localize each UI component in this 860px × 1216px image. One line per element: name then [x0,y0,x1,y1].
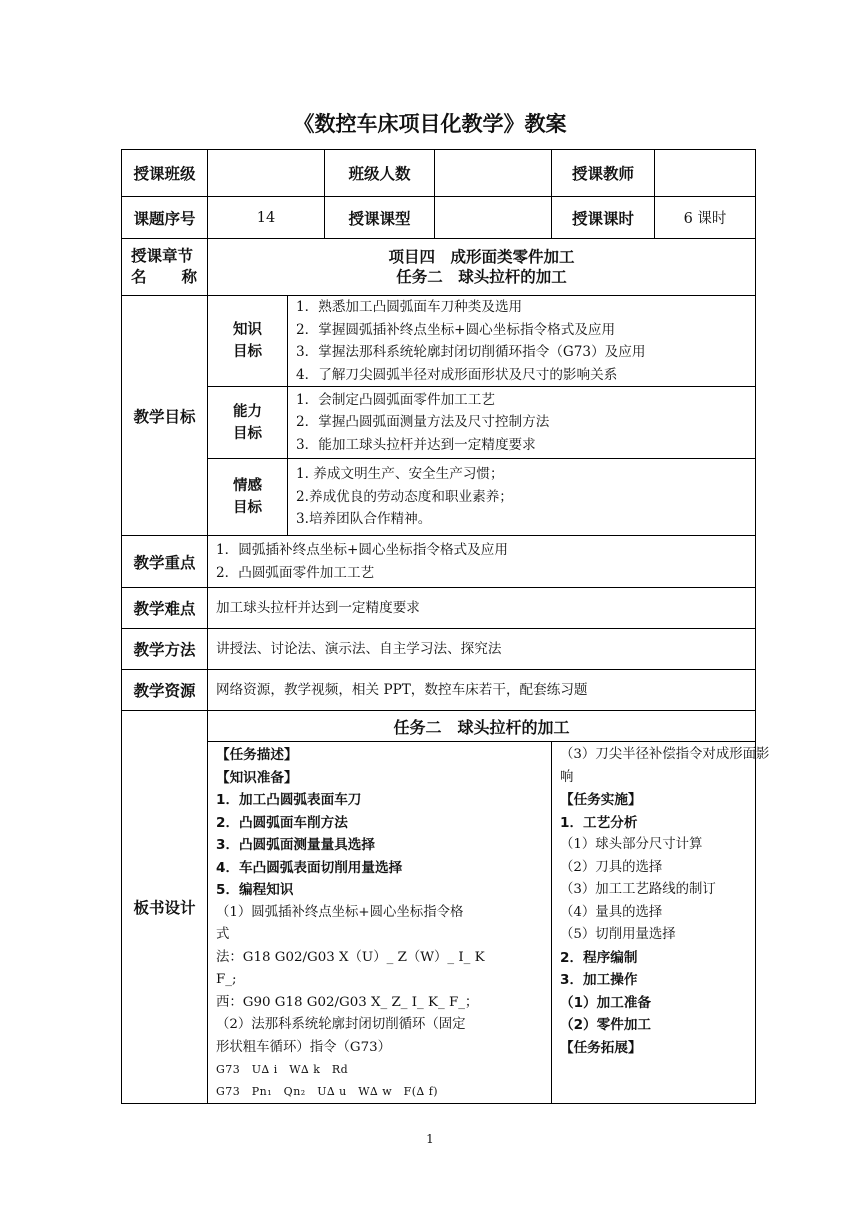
ability-objective-label: 能力 目标 [208,387,288,459]
chapter-name: 项目四 成形面类零件加工 任务二 球头拉杆的加工 [208,239,756,296]
board-content-row [122,742,756,1104]
chapter-label: 授课章节 名 称 [122,239,208,296]
list-item: 3．能加工球头拉杆并达到一定精度要求 [296,436,536,453]
board-line: 形状粗车循环）指令（G73） [216,1039,392,1055]
board-title: 任务二 球头拉杆的加工 [208,711,756,742]
board-title-row [122,711,756,742]
difficulty-row [122,588,756,629]
board-line: （5）切削用量选择 [560,927,676,942]
board-line: （1）加工准备 [560,994,652,1011]
board-line: （2）零件加工 [560,1017,652,1033]
list-item: 2．凸圆弧面零件加工工艺 [216,564,375,581]
document-title: 《数控车床项目化教学》教案 [293,112,567,136]
page-number: 1 [426,1132,434,1146]
board-label: 板书设计 [122,711,208,1104]
board-line: G73 Pn₁ Qn₂ U∆ u W∆ w F(∆ f) [216,1085,439,1098]
class-count-label: 班级人数 [325,150,435,197]
class-count-value [435,150,552,197]
method-text: 讲授法、讨论法、演示法、自主学习法、探究法 [208,629,756,670]
teacher-value [655,150,756,197]
board-line: 西：G90 G18 G02/G03 X_ Z_ I_ K_ F_； [216,994,479,1010]
board-line: F_; [216,972,237,987]
list-item: 1．圆弧插补终点坐标+圆心坐标指令格式及应用 [216,542,508,558]
ability-objective-list [288,387,756,459]
knowledge-objective-label: 知识 目标 [208,296,288,387]
board-line: 2．凸圆弧面车削方法 [216,814,348,831]
board-line: 3．凸圆弧面测量量具选择 [216,837,375,853]
key-points-label: 教学重点 [122,536,208,588]
board-line: 5．编程知识 [216,882,294,898]
board-line: （1）球头部分尺寸计算 [560,837,703,852]
emotion-objective-label: 情感 目标 [208,459,288,536]
board-line: （3）加工工艺路线的制订 [560,882,716,897]
lesson-plan-table [121,149,770,1104]
board-line: 1．加工凸圆弧表面车刀 [216,792,362,808]
board-line: 2．程序编制 [560,949,638,966]
lesson-seq-label: 课题序号 [122,197,208,239]
board-right-column [552,742,770,1104]
resources-row [122,670,756,711]
lesson-hours-label: 授课课时 [552,197,655,239]
board-line: 4．车凸圆弧表面切削用量选择 [216,859,403,876]
list-item: 3.培养团队合作精神。 [296,511,432,528]
emotion-objective-row [122,459,756,536]
header-row-2 [122,197,756,239]
difficulty-label: 教学难点 [122,588,208,629]
lesson-type-label: 授课课型 [325,197,435,239]
list-item: 1．会制定凸圆弧面零件加工工艺 [296,391,495,408]
list-item: 2.养成优良的劳动态度和职业素养； [296,488,513,505]
objectives-label: 教学目标 [122,296,208,536]
board-line: 式 [216,927,230,942]
board-line: 【任务实施】 [560,792,642,808]
ability-objective-row [122,387,756,459]
board-line: 法：G18 G02/G03 X（U）_ Z（W）_ I_ K [216,949,485,965]
list-item: 1. 养成文明生产、安全生产习惯； [296,466,504,483]
key-points-list [208,536,756,588]
resources-text: 网络资源，教学视频，相关 PPT，数控车床若干，配套练习题 [208,670,756,711]
method-row [122,629,756,670]
key-points-row [122,536,756,588]
board-line: 3．加工操作 [560,972,638,988]
board-left-column [208,742,552,1104]
lesson-hours-value: 6 课时 [655,197,756,239]
knowledge-objective-list [288,296,756,387]
board-line: （1）圆弧插补终点坐标+圆心坐标指令格 [216,904,464,920]
emotion-objective-list [288,459,756,536]
difficulty-text: 加工球头拉杆并达到一定精度要求 [208,588,756,629]
knowledge-objective-row [122,296,756,387]
list-item: 3．掌握法那科系统轮廓封闭切削循环指令（G73）及应用 [296,344,646,360]
board-line: （3）刀尖半径补偿指令对成形面影 [560,747,770,762]
list-item: 2．掌握凸圆弧面测量方法及尺寸控制方法 [296,414,550,431]
method-label: 教学方法 [122,629,208,670]
lesson-type-value [435,197,552,239]
board-line: 响 [560,769,574,785]
header-row-1 [122,150,756,197]
class-value [208,150,325,197]
board-line: （2）法那科系统轮廓封闭切削循环（固定 [216,1017,466,1032]
board-line: G73 U∆ i W∆ k Rd [216,1063,349,1076]
class-label: 授课班级 [122,150,208,197]
board-line: （2）刀具的选择 [560,859,663,875]
board-line: 【任务描述】 [216,747,298,763]
board-line: 【任务拓展】 [560,1039,642,1056]
list-item: 2．掌握圆弧插补终点坐标+圆心坐标指令格式及应用 [296,321,616,338]
list-item: 4．了解刀尖圆弧半径对成形面形状及尺寸的影响关系 [296,366,618,383]
resources-label: 教学资源 [122,670,208,711]
chapter-row [122,239,756,296]
lesson-seq-value: 14 [208,197,325,239]
board-line: 1．工艺分析 [560,814,638,831]
list-item: 1．熟悉加工凸圆弧面车刀种类及选用 [296,299,523,315]
teacher-label: 授课教师 [552,150,655,197]
board-line: （4）量具的选择 [560,904,663,920]
board-line: 【知识准备】 [216,769,298,786]
